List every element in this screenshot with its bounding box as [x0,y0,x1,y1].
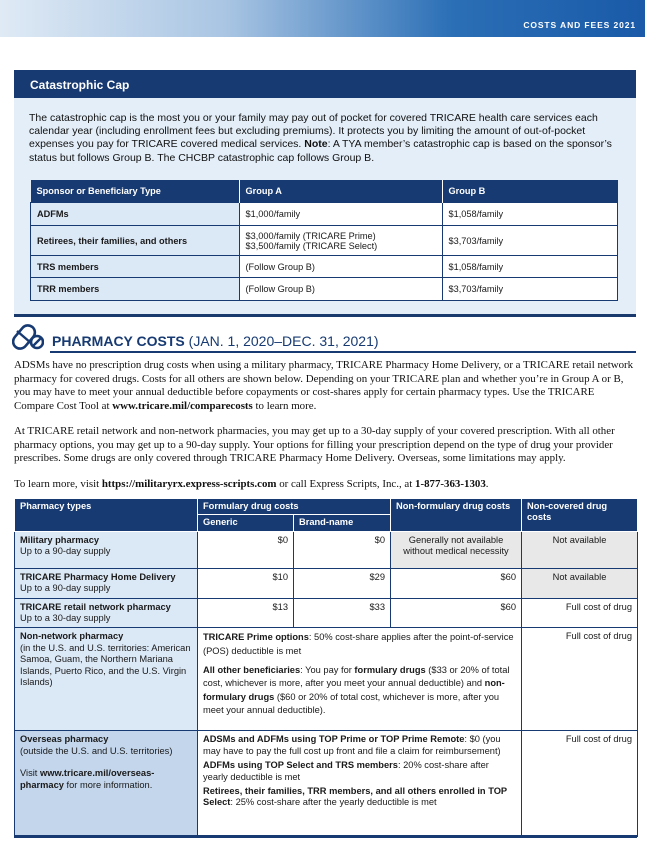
brand-cost: $29 [294,568,391,598]
group-a-value: (Follow Group B) [239,256,442,278]
pharmacy-type: TRICARE Pharmacy Home Delivery Up to a 90-day supply [15,568,198,598]
pharmacy-contact-paragraph: To learn more, visit https://militaryrx.express-scripts.com or call Express Scripts, Inc., at 1-877-363-1303. [14,478,489,490]
noncovered-cost: Not available [522,531,638,568]
bottom-divider [14,835,637,838]
column-header: Group B [442,180,618,203]
overseas-pharmacy-link[interactable]: www.tricare.mil/overseas-pharmacy [20,768,155,790]
noncovered-cost: Not available [522,568,638,598]
column-header: Sponsor or Beneficiary Type [31,180,240,203]
group-b-value: $3,703/family [442,226,618,256]
pharmacy-type: Non-network pharmacy (in the U.S. and U.S. territories: American Samoa, Guam, the Northern Mariana Islands, Puerto Rico, and the U.S. Virgin Islands) [15,628,198,731]
pharmacy-type: TRICARE retail network pharmacy Up to a 30-day supply [15,598,198,628]
noncovered-cost: Full cost of drug [522,731,638,837]
table-row [15,568,638,598]
catastrophic-cap-header [14,70,636,98]
column-header: Pharmacy types [15,499,198,532]
noncovered-cost: Full cost of drug [522,628,638,731]
generic-cost: $10 [198,568,294,598]
group-b-value: $1,058/family [442,256,618,278]
beneficiary-type: ADFMs [31,203,240,226]
noncovered-cost: Full cost of drug [522,598,638,628]
catastrophic-cap-table [30,180,618,301]
column-header: Non-covered drug costs [522,499,638,532]
table-row [15,598,638,628]
pharmacy-supply-paragraph: At TRICARE retail network and non-network pharmacies, you may get up to a 30-day supply of your covered prescription. With all other pharmacy options, you may get up to a 90-day supply. Your options for filling your prescription depend on the type of drug your provider prescribes. Some drugs are only covered through TRICARE Pharmacy Home Delivery. Overseas, some limitations may apply. [14,425,615,464]
column-header: Generic [198,515,294,531]
table-row [15,531,638,568]
section-title: COSTS AND FEES 2021 [523,20,636,30]
nonformulary-cost: $60 [391,568,522,598]
express-scripts-link[interactable]: https://militaryrx.express-scripts.com [101,478,277,490]
table-row [31,203,618,226]
group-b-value: $3,703/family [442,278,618,301]
pharmacy-intro-paragraph: ADSMs have no prescription drug costs when using a military pharmacy, TRICARE Pharmacy Home Delivery, or a TRICARE retail network pharmacy for covered drugs. Costs for all others are shown below. Depending on your TRICARE plan and whether you’re in Group A or B, you may have to meet your annual deductible before copayments or cost-shares apply for certain pharmacy types. Use the TRICARE Compare Cost Tool at www.tricare.mil/comparecosts to learn more. [14,359,634,412]
top-banner [0,0,645,37]
table-row [31,256,618,278]
table-row [15,731,638,837]
brand-cost: $33 [294,598,391,628]
note-label: Note [304,138,328,151]
pill-icon [12,321,44,351]
catastrophic-cap-description: The catastrophic cap is the most you or your family may pay out of pocket for covered TRICARE health care services each calendar year (including enrollment fees but excluding premiums). It protects you by limiting the amount of out-of-pocket expenses you pay for TRICARE covered medical services. Note: A TYA member’s catastrophic cap is based on the sponsor’s status but follows Group B. The CHCBP catastrophic cap follows Group B. [29,112,612,164]
nonnetwork-costs: TRICARE Prime options: 50% cost-share applies after the point-of-service (POS) deductible is met All other beneficiaries: You pay for formulary drugs ($33 or 20% of total cost, whichever is more, after you meet your annual deductible) and non-formulary drugs ($60 or 20% of total cost, whichever is more, after you meet your annual deductible). [198,628,522,731]
phone-number: 1-877-363-1303 [415,478,486,490]
catastrophic-cap-box [14,70,636,317]
pharmacy-costs-heading: PHARMACY COSTS (JAN. 1, 2020–DEC. 31, 2021) [52,333,379,349]
table-row [31,278,618,301]
column-header: Non-formulary drug costs [391,499,522,532]
heading-divider [50,351,636,353]
group-a-value: (Follow Group B) [239,278,442,301]
nonformulary-cost: $60 [391,598,522,628]
column-header: Formulary drug costs [198,499,391,515]
pharmacy-type: Military pharmacy Up to a 90-day supply [15,531,198,568]
column-header: Group A [239,180,442,203]
column-header: Brand-name [294,515,391,531]
group-a-value: $1,000/family [239,203,442,226]
compare-costs-link[interactable]: www.tricare.mil/comparecosts [112,399,253,412]
pharmacy-costs-table [14,498,638,837]
overseas-costs: ADSMs and ADFMs using TOP Prime or TOP Prime Remote: $0 (you may have to pay the full cost up front and file a claim for reimbursement) ADFMs using TOP Select and TRS members: 20% cost-share after yearly deductible is met Retirees, their families, TRR members, and all others enrolled in TOP Select: 25% cost-share after the yearly deductible is met [198,731,522,837]
catastrophic-cap-title: Catastrophic Cap [30,78,130,92]
beneficiary-type: TRS members [31,256,240,278]
generic-cost: $13 [198,598,294,628]
group-a-value: $3,000/family (TRICARE Prime) $3,500/family (TRICARE Select) [239,226,442,256]
group-b-value: $1,058/family [442,203,618,226]
beneficiary-type: TRR members [31,278,240,301]
brand-cost: $0 [294,531,391,568]
table-row [15,628,638,731]
generic-cost: $0 [198,531,294,568]
beneficiary-type: Retirees, their families, and others [31,226,240,256]
pharmacy-type: Overseas pharmacy (outside the U.S. and U.S. territories) Visit www.tricare.mil/overseas-pharmacy for more information. [15,731,198,837]
nonformulary-cost: Generally not available without medical necessity [391,531,522,568]
table-row [31,226,618,256]
